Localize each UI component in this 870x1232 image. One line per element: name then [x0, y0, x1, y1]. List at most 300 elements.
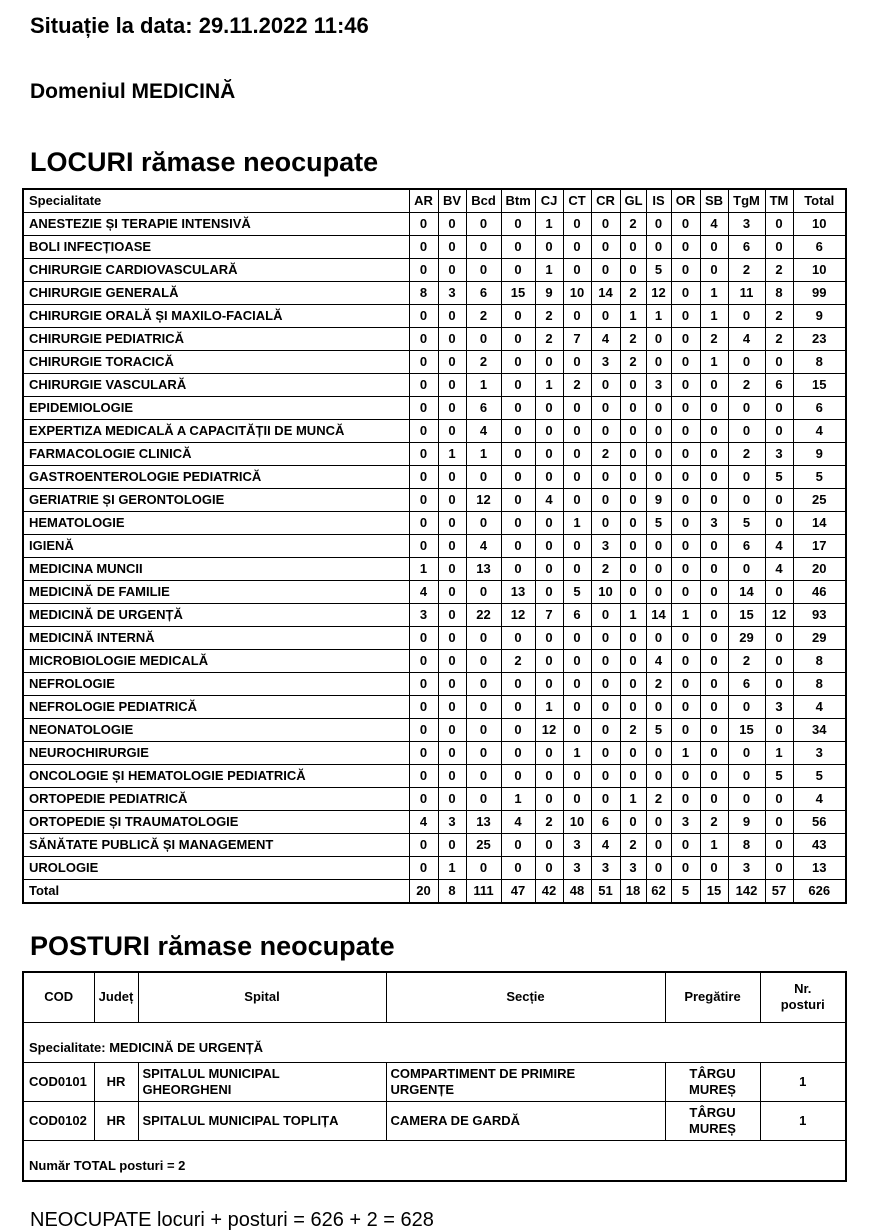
- value-cell: 8: [793, 673, 846, 696]
- value-cell: 2: [591, 558, 620, 581]
- value-cell: 5: [671, 880, 700, 904]
- value-cell: 0: [438, 397, 466, 420]
- value-cell: 0: [591, 259, 620, 282]
- locuri-column-header: BV: [438, 189, 466, 213]
- value-cell: 3: [728, 213, 765, 236]
- specialty-cell: EPIDEMIOLOGIE: [23, 397, 409, 420]
- value-cell: 0: [535, 466, 563, 489]
- value-cell: 0: [535, 443, 563, 466]
- value-cell: 0: [671, 282, 700, 305]
- locuri-table-row: [23, 673, 846, 696]
- value-cell: 57: [765, 880, 793, 904]
- specialty-cell: SĂNĂTATE PUBLICĂ ȘI MANAGEMENT: [23, 834, 409, 857]
- value-cell: 43: [793, 834, 846, 857]
- value-cell: 2: [728, 650, 765, 673]
- value-cell: 0: [438, 834, 466, 857]
- value-cell: 0: [501, 558, 535, 581]
- posturi-total-label: Număr TOTAL posturi = 2: [23, 1140, 846, 1181]
- value-cell: 20: [793, 558, 846, 581]
- locuri-table-row: [23, 466, 846, 489]
- value-cell: 0: [438, 788, 466, 811]
- value-cell: 3: [438, 811, 466, 834]
- value-cell: 1: [700, 351, 728, 374]
- specialty-cell: MEDICINA MUNCII: [23, 558, 409, 581]
- value-cell: 0: [501, 305, 535, 328]
- value-cell: 2: [765, 328, 793, 351]
- value-cell: 56: [793, 811, 846, 834]
- value-cell: 0: [438, 328, 466, 351]
- value-cell: 6: [793, 236, 846, 259]
- judet-cell: HR: [94, 1062, 138, 1101]
- value-cell: 6: [466, 282, 501, 305]
- judet-cell: HR: [94, 1101, 138, 1140]
- value-cell: 0: [646, 834, 671, 857]
- value-cell: 8: [438, 880, 466, 904]
- value-cell: 0: [671, 236, 700, 259]
- value-cell: 0: [563, 397, 591, 420]
- value-cell: 2: [646, 788, 671, 811]
- value-cell: 0: [409, 213, 438, 236]
- locuri-table-row: [23, 259, 846, 282]
- value-cell: 0: [409, 374, 438, 397]
- value-cell: 0: [620, 236, 646, 259]
- value-cell: 0: [409, 259, 438, 282]
- value-cell: 8: [409, 282, 438, 305]
- value-cell: 2: [535, 811, 563, 834]
- value-cell: 0: [563, 765, 591, 788]
- value-cell: 0: [620, 512, 646, 535]
- value-cell: 5: [563, 581, 591, 604]
- value-cell: 5: [646, 719, 671, 742]
- value-cell: 0: [646, 397, 671, 420]
- value-cell: 0: [671, 328, 700, 351]
- value-cell: 0: [765, 627, 793, 650]
- value-cell: 0: [646, 236, 671, 259]
- value-cell: 0: [671, 397, 700, 420]
- value-cell: 4: [728, 328, 765, 351]
- posturi-heading: POSTURI rămase neocupate: [30, 931, 395, 961]
- value-cell: 0: [563, 673, 591, 696]
- value-cell: 0: [591, 719, 620, 742]
- specialty-cell: NEFROLOGIE: [23, 673, 409, 696]
- value-cell: 0: [728, 351, 765, 374]
- value-cell: 0: [535, 788, 563, 811]
- value-cell: 0: [700, 259, 728, 282]
- value-cell: 12: [646, 282, 671, 305]
- value-cell: 0: [438, 673, 466, 696]
- locuri-table-row: [23, 765, 846, 788]
- specialty-cell: MEDICINĂ DE FAMILIE: [23, 581, 409, 604]
- specialty-cell: CHIRURGIE CARDIOVASCULARĂ: [23, 259, 409, 282]
- value-cell: 0: [409, 765, 438, 788]
- value-cell: 0: [563, 627, 591, 650]
- value-cell: 14: [728, 581, 765, 604]
- value-cell: 2: [700, 328, 728, 351]
- value-cell: 12: [466, 489, 501, 512]
- value-cell: 0: [671, 650, 700, 673]
- value-cell: 0: [646, 535, 671, 558]
- value-cell: 0: [563, 696, 591, 719]
- value-cell: 626: [793, 880, 846, 904]
- specialty-cell: ORTOPEDIE ȘI TRAUMATOLOGIE: [23, 811, 409, 834]
- value-cell: 0: [438, 535, 466, 558]
- specialty-cell: CHIRURGIE ORALĂ ȘI MAXILO-FACIALĂ: [23, 305, 409, 328]
- value-cell: 1: [409, 558, 438, 581]
- value-cell: 0: [535, 857, 563, 880]
- value-cell: 2: [591, 443, 620, 466]
- value-cell: 25: [793, 489, 846, 512]
- value-cell: 0: [620, 535, 646, 558]
- locuri-column-header: TM: [765, 189, 793, 213]
- value-cell: 93: [793, 604, 846, 627]
- value-cell: 0: [765, 512, 793, 535]
- locuri-column-header: TgM: [728, 189, 765, 213]
- value-cell: 0: [409, 719, 438, 742]
- value-cell: 15: [793, 374, 846, 397]
- locuri-table-row: [23, 512, 846, 535]
- value-cell: 4: [793, 696, 846, 719]
- value-cell: 29: [728, 627, 765, 650]
- value-cell: 0: [438, 696, 466, 719]
- value-cell: 0: [535, 236, 563, 259]
- locuri-column-header: CJ: [535, 189, 563, 213]
- value-cell: 2: [765, 305, 793, 328]
- value-cell: 51: [591, 880, 620, 904]
- value-cell: 0: [438, 236, 466, 259]
- value-cell: 0: [563, 305, 591, 328]
- value-cell: 2: [765, 259, 793, 282]
- value-cell: 0: [501, 466, 535, 489]
- value-cell: 0: [700, 742, 728, 765]
- value-cell: 3: [671, 811, 700, 834]
- value-cell: 0: [466, 213, 501, 236]
- value-cell: 0: [466, 466, 501, 489]
- value-cell: 0: [700, 443, 728, 466]
- value-cell: 0: [671, 351, 700, 374]
- value-cell: 6: [765, 374, 793, 397]
- value-cell: 0: [438, 650, 466, 673]
- value-cell: 9: [793, 443, 846, 466]
- value-cell: 3: [620, 857, 646, 880]
- value-cell: 2: [646, 673, 671, 696]
- value-cell: 47: [501, 880, 535, 904]
- value-cell: 20: [409, 880, 438, 904]
- value-cell: 0: [620, 466, 646, 489]
- value-cell: 0: [646, 213, 671, 236]
- value-cell: 14: [591, 282, 620, 305]
- value-cell: 0: [765, 788, 793, 811]
- value-cell: 1: [501, 788, 535, 811]
- value-cell: 0: [591, 466, 620, 489]
- value-cell: 0: [700, 420, 728, 443]
- locuri-table-row: [23, 788, 846, 811]
- value-cell: 0: [466, 788, 501, 811]
- value-cell: 0: [671, 857, 700, 880]
- value-cell: 0: [591, 765, 620, 788]
- value-cell: 0: [765, 397, 793, 420]
- locuri-column-header: Total: [793, 189, 846, 213]
- cod-cell: COD0101: [23, 1062, 94, 1101]
- value-cell: 14: [646, 604, 671, 627]
- value-cell: 0: [728, 489, 765, 512]
- value-cell: 2: [466, 305, 501, 328]
- value-cell: 12: [501, 604, 535, 627]
- cod-cell: COD0102: [23, 1101, 94, 1140]
- value-cell: 0: [466, 259, 501, 282]
- value-cell: 4: [409, 581, 438, 604]
- value-cell: 0: [466, 696, 501, 719]
- value-cell: 0: [671, 719, 700, 742]
- specialty-label: Specialitate: MEDICINĂ DE URGENȚĂ: [23, 1022, 846, 1062]
- value-cell: 0: [728, 466, 765, 489]
- value-cell: 0: [646, 443, 671, 466]
- value-cell: 0: [535, 765, 563, 788]
- locuri-table-row: [23, 397, 846, 420]
- value-cell: 1: [700, 305, 728, 328]
- value-cell: 1: [535, 374, 563, 397]
- value-cell: 0: [620, 650, 646, 673]
- value-cell: 0: [620, 811, 646, 834]
- value-cell: 99: [793, 282, 846, 305]
- value-cell: 0: [591, 374, 620, 397]
- value-cell: 0: [501, 443, 535, 466]
- locuri-table-row: [23, 443, 846, 466]
- posturi-column-header: Nr. posturi: [760, 972, 846, 1022]
- value-cell: 0: [728, 420, 765, 443]
- value-cell: 0: [620, 397, 646, 420]
- locuri-column-header: AR: [409, 189, 438, 213]
- value-cell: 0: [563, 489, 591, 512]
- value-cell: 6: [728, 236, 765, 259]
- value-cell: 0: [501, 512, 535, 535]
- locuri-column-header: Specialitate: [23, 189, 409, 213]
- value-cell: 0: [700, 466, 728, 489]
- value-cell: 0: [409, 857, 438, 880]
- locuri-column-header: Btm: [501, 189, 535, 213]
- value-cell: 0: [563, 259, 591, 282]
- value-cell: 2: [728, 259, 765, 282]
- locuri-table-row: [23, 374, 846, 397]
- value-cell: 0: [671, 420, 700, 443]
- posturi-table-row: [23, 1101, 846, 1140]
- specialty-cell: ONCOLOGIE ȘI HEMATOLOGIE PEDIATRICĂ: [23, 765, 409, 788]
- locuri-table-row: [23, 581, 846, 604]
- value-cell: 15: [728, 604, 765, 627]
- value-cell: 2: [620, 351, 646, 374]
- value-cell: 1: [563, 512, 591, 535]
- locuri-column-header: IS: [646, 189, 671, 213]
- value-cell: 13: [466, 558, 501, 581]
- value-cell: 0: [438, 259, 466, 282]
- value-cell: 0: [765, 857, 793, 880]
- value-cell: 3: [591, 857, 620, 880]
- value-cell: 0: [563, 650, 591, 673]
- value-cell: 0: [501, 328, 535, 351]
- value-cell: 0: [501, 397, 535, 420]
- value-cell: 0: [501, 535, 535, 558]
- value-cell: 5: [793, 466, 846, 489]
- value-cell: 0: [700, 374, 728, 397]
- value-cell: 8: [793, 650, 846, 673]
- value-cell: 0: [501, 213, 535, 236]
- value-cell: 4: [646, 650, 671, 673]
- value-cell: 8: [765, 282, 793, 305]
- value-cell: 4: [591, 328, 620, 351]
- value-cell: 0: [438, 512, 466, 535]
- value-cell: 0: [535, 512, 563, 535]
- value-cell: 0: [466, 673, 501, 696]
- value-cell: 0: [646, 466, 671, 489]
- value-cell: 0: [765, 351, 793, 374]
- value-cell: 4: [535, 489, 563, 512]
- value-cell: 0: [535, 673, 563, 696]
- value-cell: 0: [535, 742, 563, 765]
- value-cell: 2: [620, 834, 646, 857]
- value-cell: 0: [563, 788, 591, 811]
- value-cell: 0: [671, 834, 700, 857]
- value-cell: 48: [563, 880, 591, 904]
- value-cell: 0: [671, 627, 700, 650]
- value-cell: 0: [591, 696, 620, 719]
- value-cell: 0: [409, 466, 438, 489]
- posturi-column-header: Secție: [386, 972, 665, 1022]
- value-cell: 13: [793, 857, 846, 880]
- value-cell: 0: [646, 581, 671, 604]
- value-cell: 0: [409, 512, 438, 535]
- value-cell: 0: [466, 236, 501, 259]
- specialty-cell: CHIRURGIE VASCULARĂ: [23, 374, 409, 397]
- spital-cell: SPITALUL MUNICIPAL GHEORGHENI: [138, 1062, 386, 1101]
- value-cell: 0: [438, 351, 466, 374]
- domain-title: Domeniul MEDICINĂ: [30, 80, 236, 103]
- value-cell: 0: [671, 788, 700, 811]
- locuri-column-header: OR: [671, 189, 700, 213]
- locuri-table-row: [23, 558, 846, 581]
- value-cell: 3: [591, 351, 620, 374]
- value-cell: 0: [700, 765, 728, 788]
- value-cell: 4: [466, 420, 501, 443]
- value-cell: 0: [563, 420, 591, 443]
- value-cell: 3: [591, 535, 620, 558]
- value-cell: 0: [646, 558, 671, 581]
- value-cell: 0: [535, 397, 563, 420]
- value-cell: 0: [765, 213, 793, 236]
- value-cell: 0: [466, 719, 501, 742]
- value-cell: 0: [501, 857, 535, 880]
- value-cell: 0: [438, 420, 466, 443]
- value-cell: 4: [700, 213, 728, 236]
- value-cell: 3: [646, 374, 671, 397]
- value-cell: 0: [765, 236, 793, 259]
- value-cell: 0: [466, 328, 501, 351]
- posturi-column-header: COD: [23, 972, 94, 1022]
- value-cell: 1: [535, 213, 563, 236]
- specialty-cell: BOLI INFECȚIOASE: [23, 236, 409, 259]
- value-cell: 0: [438, 489, 466, 512]
- value-cell: 0: [728, 696, 765, 719]
- value-cell: 0: [501, 489, 535, 512]
- value-cell: 0: [409, 420, 438, 443]
- specialty-cell: MICROBIOLOGIE MEDICALĂ: [23, 650, 409, 673]
- value-cell: 0: [409, 650, 438, 673]
- value-cell: 0: [563, 236, 591, 259]
- locuri-table-row: [23, 282, 846, 305]
- sectie-cell: CAMERA DE GARDĂ: [386, 1101, 665, 1140]
- value-cell: 15: [501, 282, 535, 305]
- specialty-cell: UROLOGIE: [23, 857, 409, 880]
- value-cell: 10: [563, 282, 591, 305]
- specialty-cell: GERIATRIE ȘI GERONTOLOGIE: [23, 489, 409, 512]
- locuri-table-row: [23, 489, 846, 512]
- value-cell: 4: [501, 811, 535, 834]
- specialty-cell: IGIENĂ: [23, 535, 409, 558]
- value-cell: 0: [409, 328, 438, 351]
- specialty-cell: Total: [23, 880, 409, 904]
- locuri-table-row: [23, 719, 846, 742]
- value-cell: 1: [671, 742, 700, 765]
- locuri-column-header: SB: [700, 189, 728, 213]
- value-cell: 0: [620, 581, 646, 604]
- value-cell: 13: [466, 811, 501, 834]
- value-cell: 22: [466, 604, 501, 627]
- value-cell: 0: [409, 489, 438, 512]
- value-cell: 0: [646, 742, 671, 765]
- value-cell: 4: [591, 834, 620, 857]
- spital-cell: SPITALUL MUNICIPAL TOPLIȚA: [138, 1101, 386, 1140]
- value-cell: 14: [793, 512, 846, 535]
- locuri-table-row: [23, 627, 846, 650]
- value-cell: 0: [535, 420, 563, 443]
- locuri-table-row: [23, 420, 846, 443]
- locuri-heading: LOCURI rămase neocupate: [30, 147, 379, 177]
- nr-cell: 1: [760, 1101, 846, 1140]
- value-cell: 0: [620, 374, 646, 397]
- value-cell: 0: [501, 719, 535, 742]
- value-cell: 0: [671, 305, 700, 328]
- locuri-column-header: CR: [591, 189, 620, 213]
- value-cell: 9: [793, 305, 846, 328]
- value-cell: 0: [438, 466, 466, 489]
- value-cell: 0: [646, 351, 671, 374]
- value-cell: 0: [591, 742, 620, 765]
- value-cell: 1: [620, 604, 646, 627]
- locuri-table-row: [23, 742, 846, 765]
- value-cell: 2: [620, 282, 646, 305]
- value-cell: 3: [438, 282, 466, 305]
- value-cell: 2: [620, 213, 646, 236]
- value-cell: 0: [501, 374, 535, 397]
- grand-total-text: NEOCUPATE locuri + posturi = 626 + 2 = 628: [30, 1208, 434, 1231]
- value-cell: 62: [646, 880, 671, 904]
- value-cell: 0: [466, 581, 501, 604]
- value-cell: 1: [563, 742, 591, 765]
- value-cell: 1: [535, 696, 563, 719]
- value-cell: 0: [466, 765, 501, 788]
- value-cell: 0: [438, 558, 466, 581]
- value-cell: 0: [535, 535, 563, 558]
- value-cell: 5: [765, 765, 793, 788]
- value-cell: 0: [501, 834, 535, 857]
- value-cell: 0: [700, 236, 728, 259]
- locuri-table-row: [23, 328, 846, 351]
- value-cell: 25: [466, 834, 501, 857]
- locuri-table-row: [23, 213, 846, 236]
- value-cell: 0: [765, 581, 793, 604]
- value-cell: 0: [700, 788, 728, 811]
- value-cell: 0: [700, 857, 728, 880]
- value-cell: 5: [765, 466, 793, 489]
- value-cell: 0: [700, 604, 728, 627]
